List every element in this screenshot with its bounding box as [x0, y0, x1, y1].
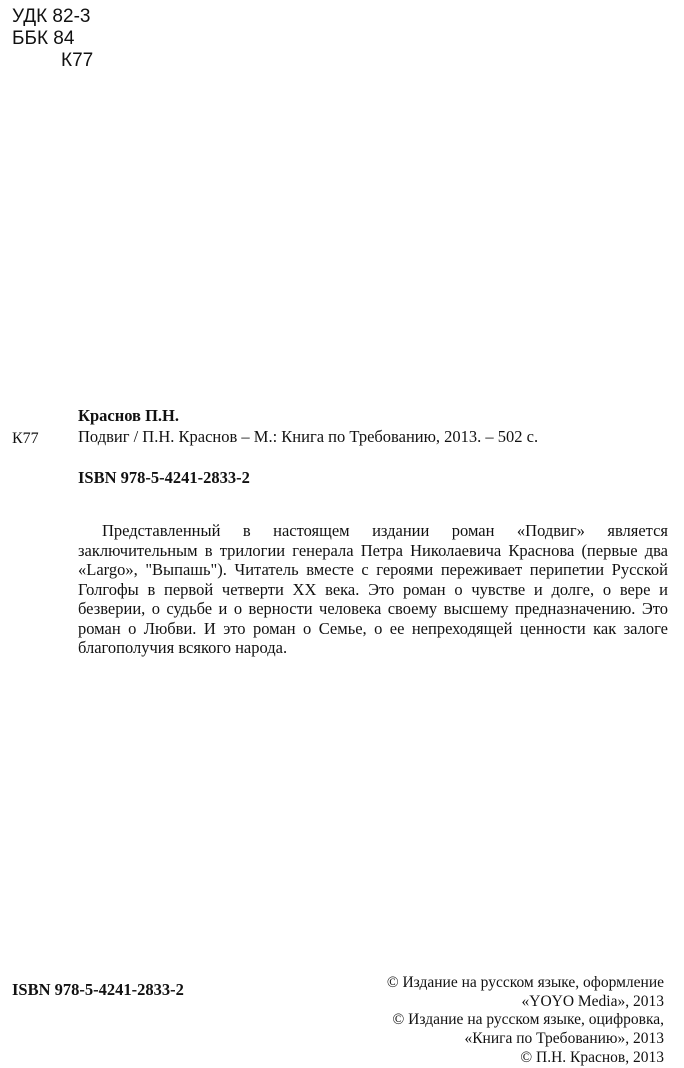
copyright-line: © П.Н. Краснов, 2013 — [520, 1048, 664, 1066]
bibliographic-entry — [78, 406, 668, 488]
copyright-line: «Книга по Требованию», 2013 — [464, 1030, 664, 1048]
copyright-line: «YOYO Media», 2013 — [521, 992, 664, 1010]
annotation-paragraph: Представленный в настоящем издании роман «Подвиг» является заключительным в трилогии генерала Петра Николаевича Краснова (первые два «Largo», "Выпашь"). Читатель вместе с героями переживает перипетии Русской Голгофы в первой четверти XX века. Это роман о чувстве и долге, о вере и безверии, о судьбе и о верности человека своему высшему предназначению. Это роман о Любви. И это роман о Семье, о ее непреходящей ценности как залоге благополучия всякого народа. — [78, 521, 668, 657]
footer-isbn: ISBN 978-5-4241-2833-2 — [12, 980, 184, 999]
copyright-block — [387, 974, 664, 1068]
bbk-code: ББК 84 — [12, 28, 75, 49]
classification-codes — [12, 6, 93, 72]
bibliographic-citation: Подвиг / П.Н. Краснов – М.: Книга по Требованию, 2013. – 502 с. — [78, 427, 539, 446]
udk-code: УДК 82-3 — [12, 6, 91, 27]
side-author-mark: К77 — [12, 430, 39, 447]
author-mark: К77 — [61, 50, 94, 71]
copyright-line: © Издание на русском языке, оформление — [386, 974, 664, 991]
copyright-line: © Издание на русском языке, оцифровка, — [392, 1011, 664, 1029]
isbn-number: ISBN 978-5-4241-2833-2 — [78, 468, 250, 487]
author-name: Краснов П.Н. — [78, 406, 180, 425]
